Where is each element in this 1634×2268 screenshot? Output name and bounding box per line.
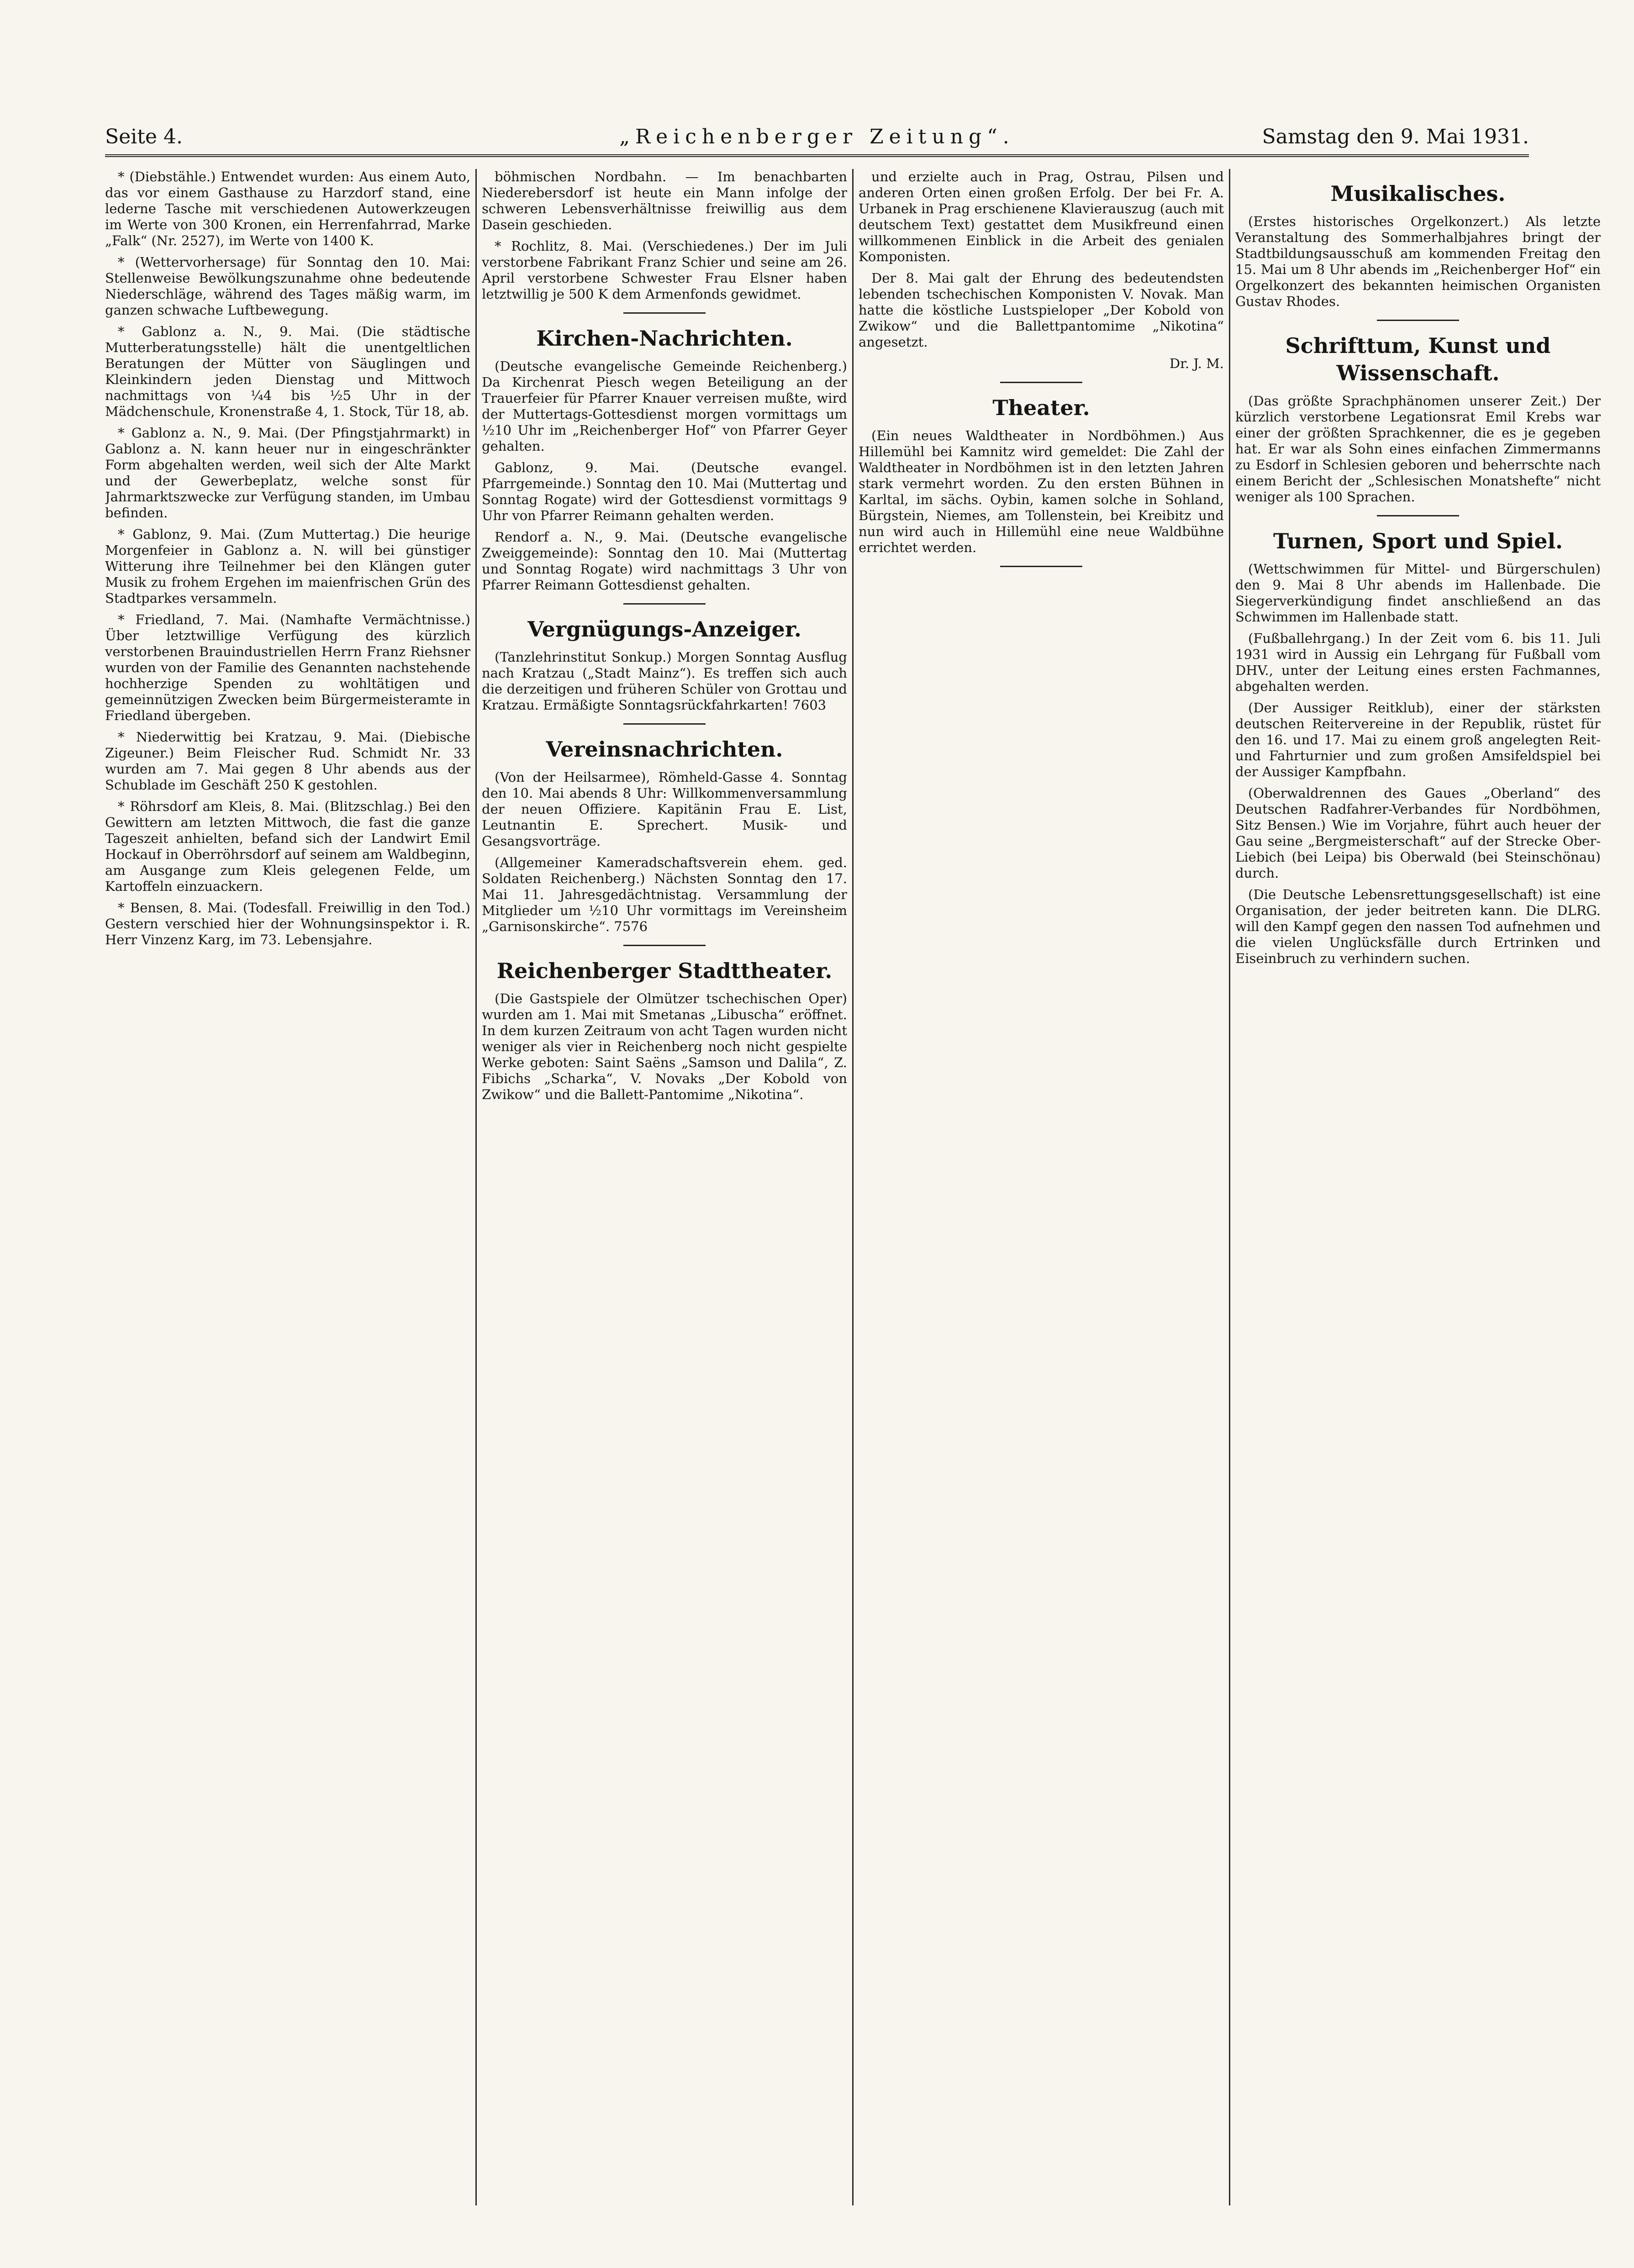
news-item: (Fußballehrgang.) In der Zeit vom 6. bis 11. Juli 1931 wird in Aussig ein Lehrgang für Fußball vom DHV., unter der Leitung eines ersten Fachmannes, abgehalten werden.	[1235, 631, 1601, 694]
news-item: * Rochlitz, 8. Mai. (Verschiedenes.) Der im Juli verstorbene Fabrikant Franz Schier und seine am 26. April verstorbene Schwester Frau Elsner haben letztwillig je 500 K dem Armenfonds gewidmet.	[482, 238, 847, 302]
news-item: * (Wettervorhersage) für Sonntag den 10. Mai: Stellenweise Bewölkungszunahme ohne bedeutende Niederschläge, während des Tages mäßig warm, im ganzen schwache Luftbewegung.	[105, 254, 470, 318]
news-item: (Die Gastspiele der Olmützer tschechischen Oper) wurden am 1. Mai mit Smetanas „Libuscha“ eröffnet. In dem kurzen Zeitraum von acht Tagen wurden nicht weniger als vier in Reichenberg noch nicht gespielte Werke geboten: Saint Saëns „Samson und Dalila“, Z. Fibichs „Scharka“, V. Novaks „Der Kobold von Zwikow“ und die Ballett-Pantomime „Nikotina“.	[482, 991, 847, 1102]
section-heading-sport: Turnen, Sport und Spiel.	[1273, 529, 1563, 553]
issue-date: Samstag den 9. Mai 1931.	[1262, 125, 1529, 148]
news-item: (Ein neues Waldtheater in Nordböhmen.) Aus Hillemühl bei Kamnitz wird gemeldet: Die Zahl der Waldtheater in Nordböhmen ist in den letzten Jahren stark vermehrt worden. Zu den ersten Bühnen in Karltal, im sächs. Oybin, kamen solche in Sohland, Bürgstein, Niemes, am Tollenstein, bei Kreibitz und nun wird auch in Hillemühl eine neue Waldbühne errichtet werden.	[859, 428, 1224, 555]
section-heading-clubs: Vereinsnachrichten.	[546, 737, 783, 762]
news-item: (Von der Heilsarmee), Römheld-Gasse 4. Sonntag den 10. Mai abends 8 Uhr: Willkommenversammlung der neuen Offiziere. Kapitänin Frau E. List, Leutnantin E. Sprechert. Musik- und Gesangsvorträge.	[482, 769, 847, 849]
news-item: böhmischen Nordbahn. — Im benachbarten Niederebersdorf ist heute ein Mann infolge der schweren Lebensverhältnisse freiwillig aus dem Dasein geschieden.	[482, 169, 847, 232]
section-divider	[623, 603, 706, 605]
column-2	[482, 169, 847, 2205]
column-4	[1235, 169, 1601, 2205]
news-item: (Allgemeiner Kameradschaftsverein ehem. ged. Soldaten Reichenberg.) Nächsten Sonntag den 17. Mai 11. Jahresgedächtnistag. Versammlung der Mitglieder um ½10 Uhr vormittags im Vereinsheim „Garnisonskirche“. 7576	[482, 855, 847, 934]
news-item: (Wettschwimmen für Mittel- und Bürgerschulen) den 9. Mai 8 Uhr abends im Hallenbade. Die Siegerverkündigung findet anschließend an das Schwimmen im Hallenbade statt.	[1235, 561, 1601, 625]
news-item: Gablonz, 9. Mai. (Deutsche evangel. Pfarrgemeinde.) Sonntag den 10. Mai (Muttertag und Sonntag Rogate) wird der Gottesdienst vormittags 9 Uhr von Pfarrer Reimann gehalten werden.	[482, 460, 847, 523]
column-rule	[852, 169, 854, 2205]
news-item: (Der Aussiger Reitklub), einer der stärksten deutschen Reitervereine in der Republik, rüstet für den 16. und 17. Mai zu einem groß angelegten Reit- und Fahrturnier und zum großen Amsifeldspiel bei der Aussiger Kampfbahn.	[1235, 700, 1601, 779]
section-divider	[623, 723, 706, 725]
news-item: * Gablonz, 9. Mai. (Zum Muttertag.) Die heurige Morgenfeier in Gablonz a. N. will bei günstiger Witterung ihre Teilnehmer bei den Klängen guter Musik zu frohem Ergehen im maienfrischen Grün des Stadtparkes versammeln.	[105, 526, 470, 606]
column-rule	[1229, 169, 1230, 2205]
news-item: (Tanzlehrinstitut Sonkup.) Morgen Sonntag Ausflug nach Kratzau („Stadt Mainz“). Es treffen sich auch die derzeitigen und früheren Schüler von Grottau und Kratzau. Ermäßigte Sonntagsrückfahrkarten! 7603	[482, 649, 847, 713]
section-divider	[1377, 515, 1459, 516]
news-item: und erzielte auch in Prag, Ostrau, Pilsen und anderen Orten einen großen Erfolg. Der bei Fr. A. Urbanek in Prag erschienene Klavierauszug (auch mit deutschem Text) gestattet dem Musikfreund einen willkommenen Einblick in die Arbeit des genialen Komponisten.	[859, 169, 1224, 264]
column-3	[859, 169, 1224, 2205]
column-rule	[475, 169, 477, 2205]
news-item: (Deutsche evangelische Gemeinde Reichenberg.) Da Kirchenrat Piesch wegen Beteiligung an der Trauerfeier für Pfarrer Knauer verreisen mußte, wird der Muttertags-Gottesdienst morgen vormittags um ½10 Uhr im „Reichenberger Hof“ von Pfarrer Geyer gehalten.	[482, 358, 847, 454]
column-1	[105, 169, 470, 2205]
news-item: (Oberwaldrennen des Gaues „Oberland“ des Deutschen Radfahrer-Verbandes für Nordböhmen, Sitz Bensen.) Wie im Vorjahre, führt auch heuer der Gau seine „Bergmeisterschaft“ auf der Strecke Ober-Liebich (bei Leipa) bis Oberwald (bei Steinschönau) durch.	[1235, 785, 1601, 881]
section-divider	[623, 945, 706, 946]
news-item: * Gablonz a. N., 9. Mai. (Der Pfingstjahrmarkt) in Gablonz a. N. kann heuer nur in eingeschränkter Form abgehalten werden, weil sich der Alte Markt und der Gewerbeplatz, welche sonst für Jahrmarktszwecke zur Verfügung standen, im Umbau befinden.	[105, 425, 470, 521]
section-heading-theatre: Reichenberger Stadttheater.	[496, 958, 833, 983]
section-heading-church: Kirchen-Nachrichten.	[536, 326, 793, 351]
section-heading-amusement: Vergnügungs-Anzeiger.	[527, 617, 801, 642]
masthead	[105, 122, 1529, 157]
news-item: * Gablonz a. N., 9. Mai. (Die städtische Mutterberatungsstelle) hält die unentgeltlichen Beratungen der Mütter von Säuglingen und Kleinkindern jeden Dienstag und Mittwoch nachmittags von ¼4 bis ½5 Uhr in der Mädchenschule, Kronenstraße 4, 1. Stock, Tür 18, ab.	[105, 324, 470, 419]
news-item: Der 8. Mai galt der Ehrung des bedeutendsten lebenden tschechischen Komponisten V. Novak. Man hatte die köstliche Lustspieloper „Der Kobold von Zwikow“ und die Ballettpantomime „Nikotina“ angesetzt.	[859, 270, 1224, 350]
section-divider	[1000, 382, 1082, 383]
section-divider	[623, 312, 706, 314]
news-item: Rendorf a. N., 9. Mai. (Deutsche evangelische Zweiggemeinde): Sonntag den 10. Mai (Muttertag und Sonntag Rogate) wird nachmittags 3 Uhr von Pfarrer Reimann Gottesdienst gehalten.	[482, 529, 847, 593]
section-heading-music: Musikalisches.	[1330, 181, 1506, 206]
news-item: * Friedland, 7. Mai. (Namhafte Vermächtnisse.) Über letztwillige Verfügung des kürzlich verstorbenen Brauindustriellen Herrn Franz Riehsner wurden von der Familie des Genannten nachstehende hochherzige Spenden zu wohltätigen und gemeinnützigen Zwecken beim Bürgermeisteramte in Friedland übergeben.	[105, 612, 470, 723]
page-number: Seite 4.	[105, 125, 183, 148]
news-item: (Das größte Sprachphänomen unserer Zeit.) Der kürzlich verstorbene Legationsrat Emil Krebs war einer der größten Sprachkenner, die es je gegeben hat. Er war als Sohn eines einfachen Zimmermanns zu Esdorf in Schlesien geboren und beherrschte nach einem Bericht der „Schlesischen Monatshefte“ nicht weniger als 100 Sprachen.	[1235, 393, 1601, 505]
news-item: (Erstes historisches Orgelkonzert.) Als letzte Veranstaltung des Sommerhalbjahres bringt der Stadtbildungsausschuß am kommenden Freitag den 15. Mai um 8 Uhr abends im „Reichenberger Hof“ ein Orgelkonzert des bekannten heimischen Organisten Gustav Rhodes.	[1235, 214, 1601, 309]
section-divider	[1377, 320, 1459, 321]
news-item: (Die Deutsche Lebensrettungsgesellschaft) ist eine Organisation, der jeder beitreten kann. Die DLRG. will den Kampf gegen den nassen Tod aufnehmen und die vielen Unglücksfälle durch Ertrinken und Eiseinbruch zu verhindern suchen.	[1235, 887, 1601, 966]
section-heading-theatre: Theater.	[992, 395, 1090, 420]
news-item: * (Diebstähle.) Entwendet wurden: Aus einem Auto, das vor einem Gasthause zu Harzdorf stand, eine lederne Tasche mit verschiedenen Autowerkzeugen im Werte von 300 Kronen, ein Herrenfahrrad, Marke „Falk“ (Nr. 2527), im Werte von 1400 K.	[105, 169, 470, 248]
news-item: * Bensen, 8. Mai. (Todesfall. Freiwillig in den Tod.) Gestern verschied hier der Wohnungsinspektor i. R. Herr Vinzenz Karg, im 73. Lebensjahre.	[105, 900, 470, 947]
news-item: * Niederwittig bei Kratzau, 9. Mai. (Diebische Zigeuner.) Beim Fleischer Rud. Schmidt Nr. 33 wurden am 7. Mai gegen 8 Uhr abends aus der Schublade im Geschäft 250 K gestohlen.	[105, 729, 470, 793]
newspaper-title: „Reichenberger Zeitung“.	[619, 125, 1015, 148]
article-signature: Dr. J. M.	[1169, 356, 1224, 371]
section-divider	[1000, 566, 1082, 567]
news-item: * Röhrsdorf am Kleis, 8. Mai. (Blitzschlag.) Bei den Gewittern am letzten Mittwoch, die fast die ganze Tageszeit anhielten, befand sich der Landwirt Emil Hockauf in Oberröhrsdorf auf seinem am Waldbeginn, am Ausgange zum Kleis gelegenen Felde, um Kartoffeln einzuackern.	[105, 799, 470, 894]
section-heading-arts: Schrifttum, Kunst und Wissenschaft.	[1285, 333, 1551, 385]
